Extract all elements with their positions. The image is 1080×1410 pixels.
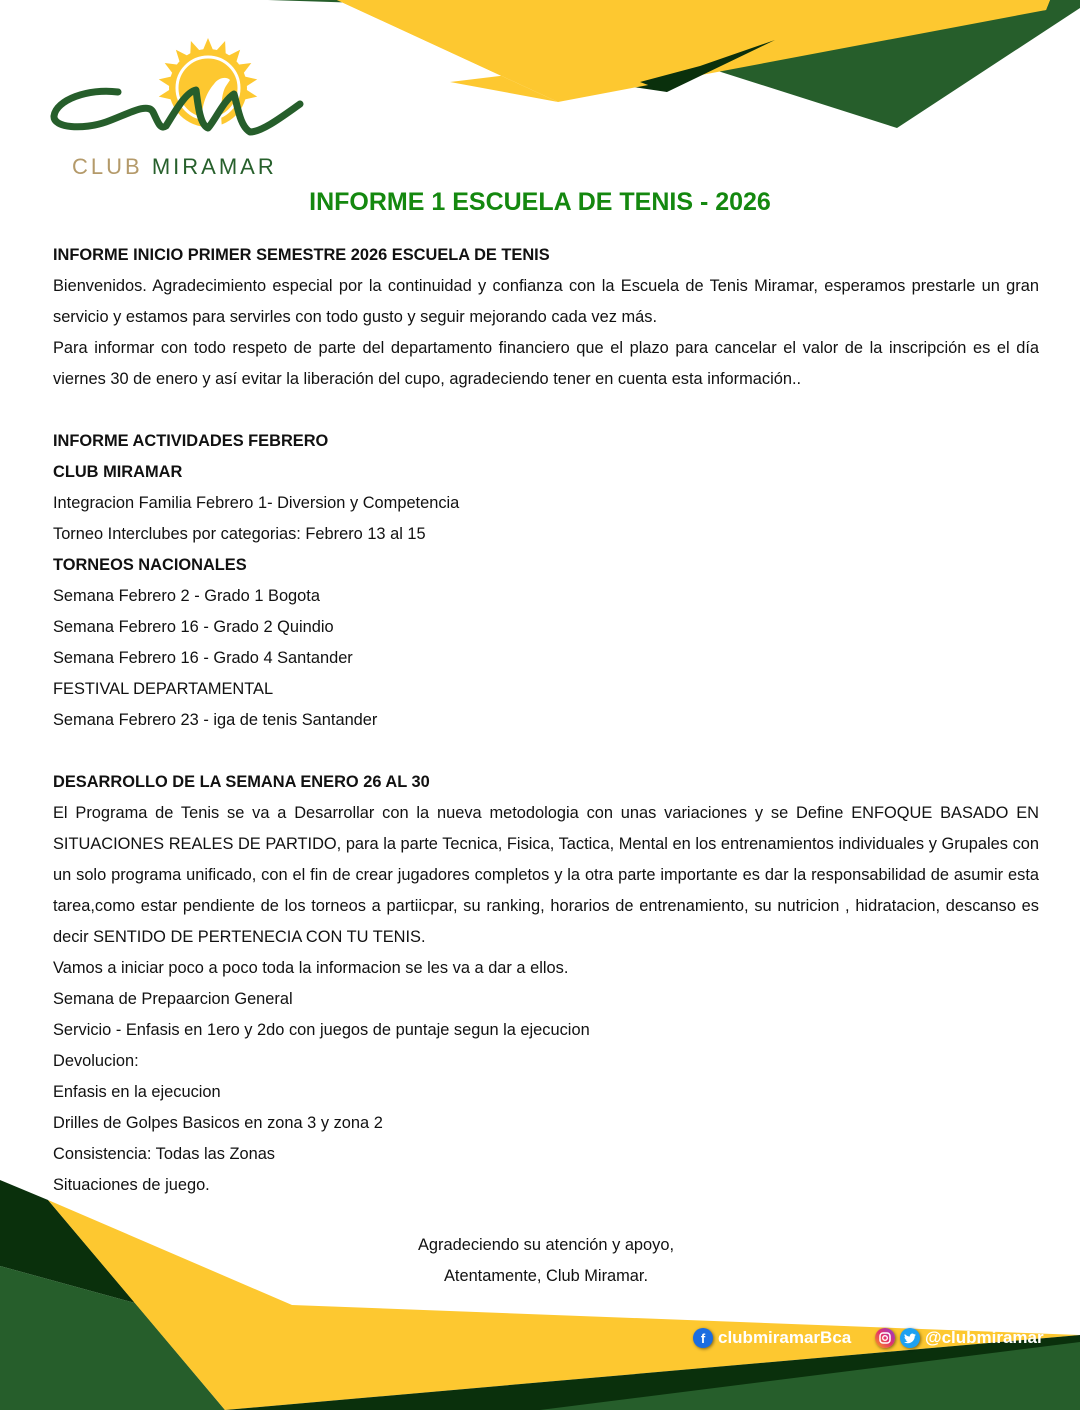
club-miramar-heading: CLUB MIRAMAR (53, 463, 183, 481)
logo-miramar-text: MIRAMAR (151, 154, 277, 179)
list-item: Drilles de Golpes Basicos en zona 3 y zona 2 (53, 1114, 383, 1132)
list-item: Semana Febrero 2 - Grado 1 Bogota (53, 587, 320, 605)
closing-line-1: Agradeciendo su atención y apoyo, (417, 1236, 675, 1254)
list-item: Integracion Familia Febrero 1- Diversion y Competencia (53, 494, 460, 512)
club-miramar-logo (48, 30, 308, 185)
list-item: Semana Febrero 16 - Grado 2 Quindio (53, 618, 334, 636)
report-body (53, 240, 1039, 1201)
torneos-heading: TORNEOS NACIONALES (53, 556, 247, 574)
list-item: Consistencia: Todas las Zonas (53, 1145, 276, 1163)
facebook-icon: f (693, 1328, 713, 1348)
social-handle: @clubmiramar (925, 1328, 1044, 1347)
list-item: FESTIVAL DEPARTAMENTAL (53, 680, 274, 698)
list-item: Servicio - Enfasis en 1ero y 2do con juegos de puntaje segun la ejecucion (53, 1021, 590, 1039)
twitter-icon (900, 1328, 920, 1348)
logo-text (72, 154, 277, 180)
section1-heading: INFORME INICIO PRIMER SEMESTRE 2026 ESCUELA DE TENIS (53, 246, 550, 264)
logo-sun-icon (48, 30, 308, 155)
facebook-handle: clubmiramarBca (718, 1328, 852, 1347)
closing (0, 1230, 1080, 1292)
section1-paragraph-1: Bienvenidos. Agradecimiento especial por la continuidad y confianza con la Escuela de Tenis Miramar, esperamos prestarle un gran servicio y estamos para servirles con todo gusto y seguir mejorando cada vez más. (53, 277, 1039, 326)
section3-heading: DESARROLLO DE LA SEMANA ENERO 26 AL 30 (53, 773, 430, 791)
list-item: Devolucion: (53, 1052, 139, 1070)
closing-line-2: Atentamente, Club Miramar. (443, 1267, 649, 1285)
list-item: Semana Febrero 23 - iga de tenis Santander (53, 711, 378, 729)
instagram-icon (875, 1328, 895, 1348)
spacer (53, 736, 1039, 767)
instagram-twitter-link[interactable] (875, 1328, 1044, 1348)
list-item: Torneo Interclubes por categorias: Febrero 13 al 15 (53, 525, 426, 543)
facebook-link[interactable] (693, 1328, 851, 1348)
list-item: Semana de Prepaarcion General (53, 990, 293, 1008)
list-item: Vamos a iniciar poco a poco toda la informacion se les va a dar a ellos. (53, 959, 569, 977)
page-title: INFORME 1 ESCUELA DE TENIS - 2026 (309, 188, 771, 216)
spacer (53, 395, 1039, 426)
section2-heading: INFORME ACTIVIDADES FEBRERO (53, 432, 329, 450)
section1-paragraph-2: Para informar con todo respeto de parte del departamento financiero que el plazo para cancelar el valor de la inscripción es el día viernes 30 de enero y así evitar la liberación del cupo, agradeciendo tener en cuenta esta información.. (53, 339, 1039, 388)
logo-club-text: CLUB (72, 154, 143, 179)
list-item: Enfasis en la ejecucion (53, 1083, 221, 1101)
list-item: Situaciones de juego. (53, 1176, 210, 1194)
list-item: Semana Febrero 16 - Grado 4 Santander (53, 649, 353, 667)
section3-paragraph: El Programa de Tenis se va a Desarrollar con la nueva metodologia con unas variaciones y se Define ENFOQUE BASADO EN SITUACIONES REALES DE PARTIDO, para la parte Tecnica, Fisica, Tactica, Mental en los entrenamientos individuales y Grupales con un solo programa unificado, con el fin de crear jugadores completos y la otra parte importante es dar la responsabilidad de asumir esta tarea,como estar pendiente de los torneos a partiicpar, su ranking, horarios de entrenamiento, su nutricion , hidratacion, descanso es decir SENTIDO DE PERTENECIA CON TU TENIS. (53, 804, 1039, 946)
